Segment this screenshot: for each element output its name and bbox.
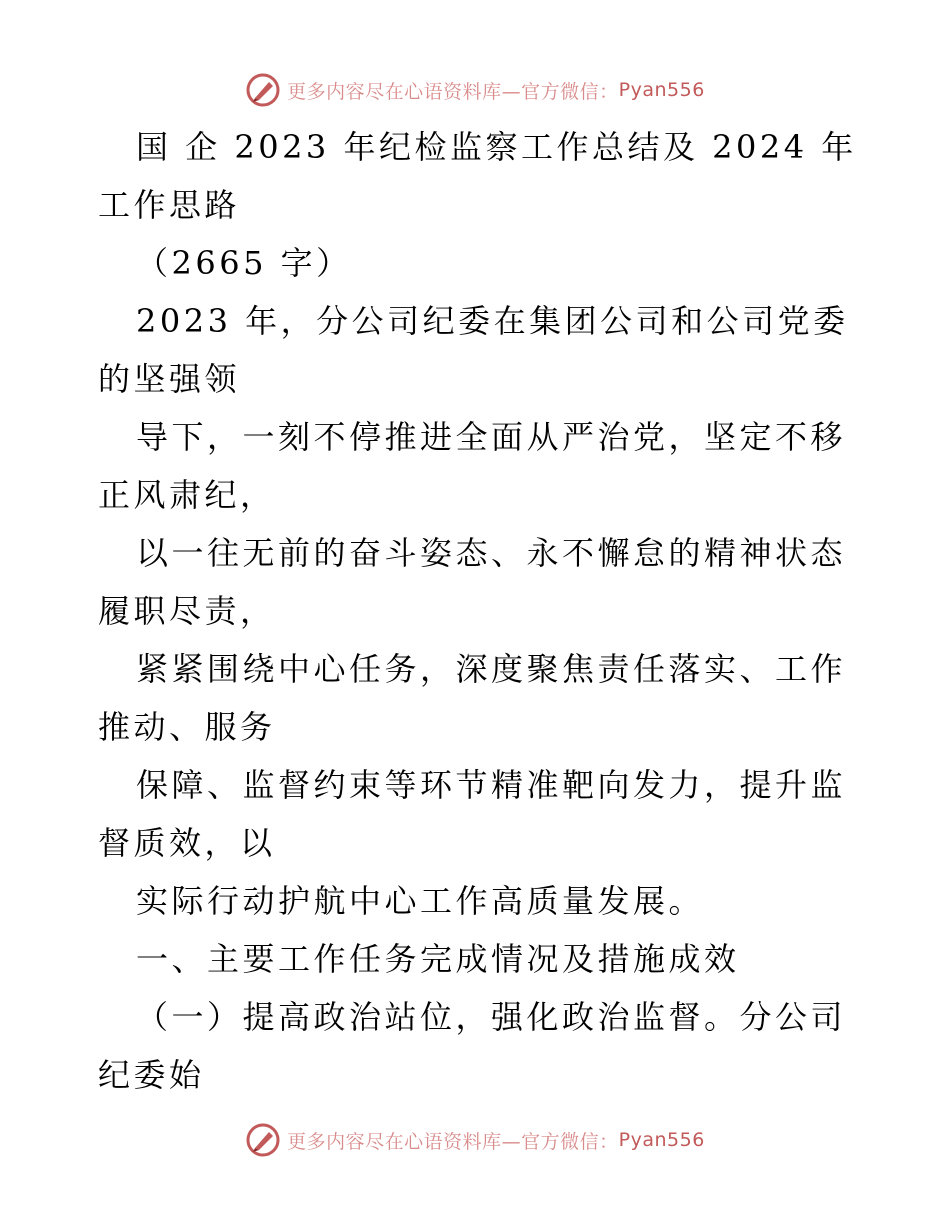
paragraph: 2023 年，分公司纪委在集团公司和公司党委的坚强领: [98, 302, 849, 398]
paragraph: 导下，一刻不停推进全面从严治党，坚定不移正风肃纪，: [98, 418, 847, 514]
paragraph: 实际行动护航中心工作高质量发展。: [136, 882, 705, 920]
watermark-banner-top: [0, 70, 950, 110]
paragraph: 以一往无前的奋斗姿态、永不懈怠的精神状态履职尽责，: [98, 534, 847, 630]
pen-logo-icon: [245, 72, 281, 108]
watermark-wechat-id: Pyan556: [618, 79, 705, 101]
watermark-text: 更多内容尽在心语资料库—官方微信：: [287, 80, 619, 103]
paragraph: 保障、监督约束等环节精准靶向发力，提升监督质效，以: [98, 766, 847, 862]
watermark-banner-bottom: [0, 1120, 950, 1160]
document-body: [98, 118, 858, 1104]
pen-logo-icon: [245, 1122, 281, 1158]
section-heading: 一、主要工作任务完成情况及措施成效: [136, 940, 740, 978]
document-title: 国 企 2023 年纪检监察工作总结及 2024 年工作思路: [98, 128, 857, 224]
paragraph: 紧紧围绕中心任务，深度聚焦责任落实、工作推动、服务: [98, 650, 847, 746]
watermark-text: 更多内容尽在心语资料库—官方微信：: [287, 1130, 619, 1153]
word-count: （2665 字）: [136, 244, 352, 282]
paragraph: （一）提高政治站位，强化政治监督。分公司纪委始: [98, 998, 847, 1094]
watermark-wechat-id: Pyan556: [618, 1129, 705, 1151]
